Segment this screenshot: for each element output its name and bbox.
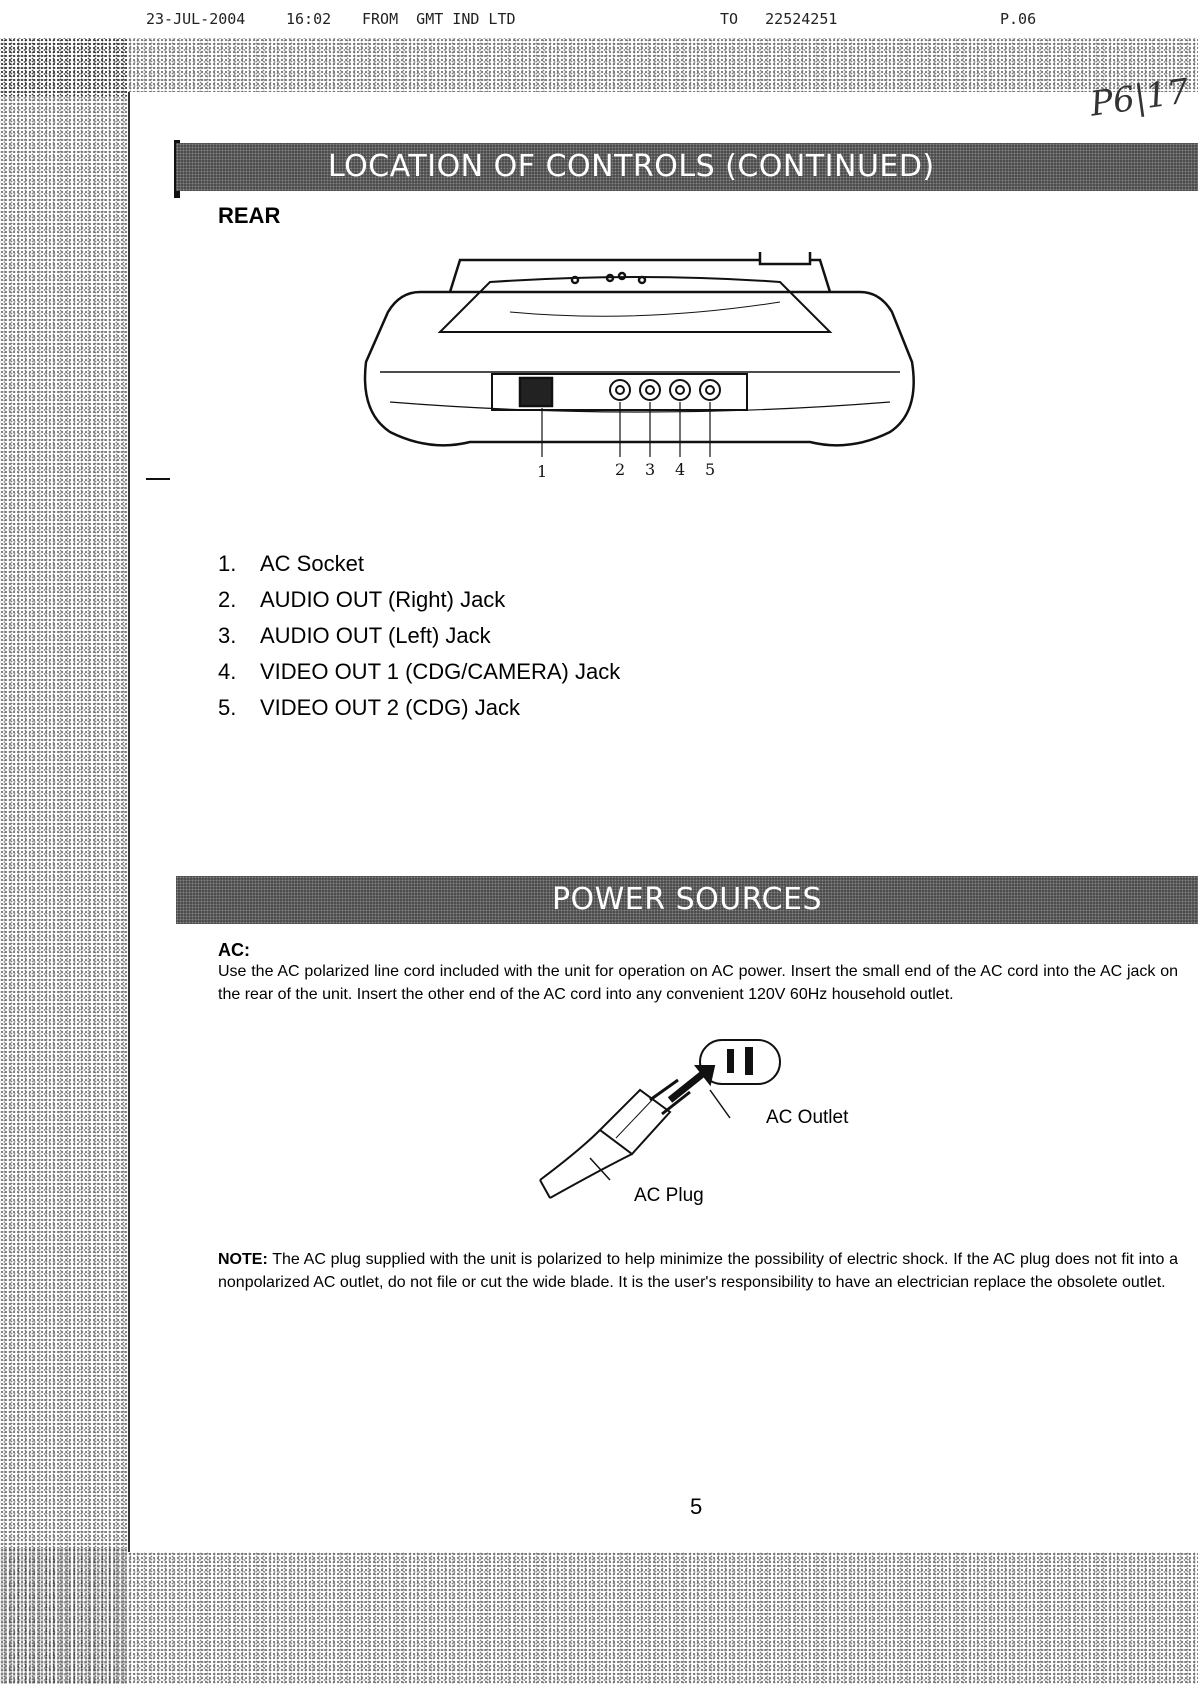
handwritten-note: P6|17 <box>1087 71 1192 125</box>
list-item: 3. AUDIO OUT (Left) Jack <box>218 623 491 648</box>
callout-2: 2 <box>615 460 626 479</box>
note-paragraph <box>218 1248 1178 1294</box>
ac-heading: AC: <box>218 940 250 960</box>
scan-noise-bottom <box>0 1548 1198 1684</box>
rear-heading: REAR <box>218 203 281 228</box>
fax-page: P.06 <box>1000 10 1037 28</box>
callout-5: 5 <box>705 460 716 479</box>
scan-noise-top <box>0 38 1198 96</box>
margin-mark <box>146 478 170 480</box>
scan-noise-left <box>0 38 128 1684</box>
callout-4: 4 <box>675 460 686 479</box>
fax-time: 16:02 <box>286 10 332 28</box>
section-header-power <box>176 876 1198 924</box>
fax-from: FROM GMT IND LTD <box>362 10 516 28</box>
list-item: 5. VIDEO OUT 2 (CDG) Jack <box>218 695 520 720</box>
fax-date: 23-JUL-2004 <box>146 10 246 28</box>
page-number: 5 <box>690 1494 703 1519</box>
list-item: 4. VIDEO OUT 1 (CDG/CAMERA) Jack <box>218 659 621 684</box>
note-label: NOTE: <box>218 1251 268 1268</box>
callout-1: 1 <box>537 462 548 481</box>
controls-list <box>218 551 620 731</box>
ac-plug-diagram <box>520 1030 800 1200</box>
list-item: 1. AC Socket <box>218 551 364 576</box>
ac-paragraph: Use the AC polarized line cord included with the unit for operation on AC power. Insert the small end of the AC cord into the AC jack on the rear of the unit. Insert the other end of the AC cord into any convenient 120V 60Hz household outlet. <box>218 963 1178 1003</box>
fax-to: TO 22524251 <box>720 10 838 28</box>
section-title: LOCATION OF CONTROLS (CONTINUED) <box>328 149 935 184</box>
label-ac-plug: AC Plug <box>634 1185 704 1206</box>
callout-3: 3 <box>645 460 656 479</box>
label-ac-outlet: AC Outlet <box>766 1107 849 1128</box>
rear-panel-diagram <box>360 252 920 482</box>
fax-header <box>0 10 1198 34</box>
section-header-location <box>176 143 1198 191</box>
note-text: The AC plug supplied with the unit is polarized to help minimize the possibility of electric shock. If the AC plug does not fit into a nonpolarized AC outlet, do not file or cut the wide blade. It is the user's responsibility to have an electrician replace the obsolete outlet. <box>218 1251 1179 1291</box>
section-title: POWER SOURCES <box>551 882 823 917</box>
list-item: 2. AUDIO OUT (Right) Jack <box>218 587 506 612</box>
